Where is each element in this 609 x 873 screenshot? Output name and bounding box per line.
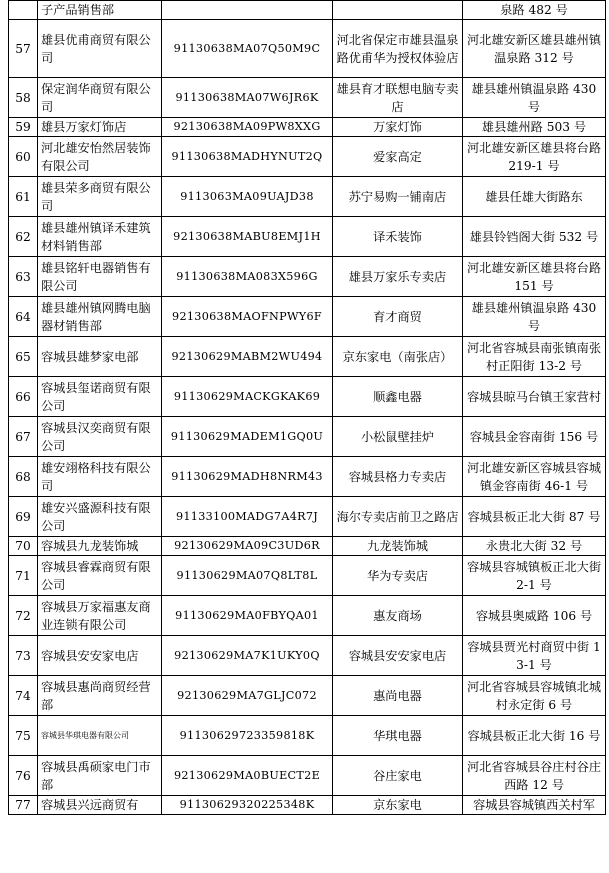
credit-code-cell: 92130629MA09C3UD6R bbox=[162, 537, 333, 556]
table-row bbox=[9, 596, 606, 636]
address-cell: 容城县板正北大街 16 号 bbox=[463, 716, 606, 756]
credit-code-cell: 92130629MA7GLJC072 bbox=[162, 676, 333, 716]
table-row bbox=[9, 337, 606, 377]
credit-code-cell bbox=[162, 1, 333, 20]
credit-code-cell: 91130629MADEM1GQ0U bbox=[162, 417, 333, 457]
row-number-cell: 65 bbox=[9, 337, 38, 377]
merchant-table bbox=[8, 0, 606, 815]
company-name-cell: 容城县惠尚商贸经营部 bbox=[38, 676, 162, 716]
row-number-cell: 66 bbox=[9, 377, 38, 417]
table-row bbox=[9, 137, 606, 177]
row-number-cell: 70 bbox=[9, 537, 38, 556]
company-name-cell: 容城县万家福惠友商业连锁有限公司 bbox=[38, 596, 162, 636]
store-name-cell: 九龙装饰城 bbox=[333, 537, 463, 556]
company-name-cell: 雄安翊格科技有限公司 bbox=[38, 457, 162, 497]
store-name-cell: 爱家高定 bbox=[333, 137, 463, 177]
company-name-cell: 雄县荣多商贸有限公司 bbox=[38, 177, 162, 217]
table-row bbox=[9, 217, 606, 257]
address-cell: 永贵北大街 32 号 bbox=[463, 537, 606, 556]
credit-code-cell: 92130638MABU8EMJ1H bbox=[162, 217, 333, 257]
merchant-table-body bbox=[9, 1, 606, 815]
company-name-cell: 雄县优甫商贸有限公司 bbox=[38, 20, 162, 78]
credit-code-cell: 91130629MA07Q8LT8L bbox=[162, 556, 333, 596]
store-name-cell: 华为专卖店 bbox=[333, 556, 463, 596]
store-name-cell: 译禾装饰 bbox=[333, 217, 463, 257]
address-cell: 河北省容城县谷庄村谷庄西路 12 号 bbox=[463, 756, 606, 796]
address-cell: 河北雄安新区雄县将台路 219-1 号 bbox=[463, 137, 606, 177]
row-number-cell: 77 bbox=[9, 796, 38, 815]
store-name-cell: 万家灯饰 bbox=[333, 118, 463, 137]
credit-code-cell: 91130638MA083X596G bbox=[162, 257, 333, 297]
company-name-cell: 容城县禹硕家电门市部 bbox=[38, 756, 162, 796]
company-name-cell: 容城县华琪电器有限公司 bbox=[38, 716, 162, 756]
store-name-cell bbox=[333, 1, 463, 20]
credit-code-cell: 91130629MA0FBYQA01 bbox=[162, 596, 333, 636]
row-number-cell: 64 bbox=[9, 297, 38, 337]
company-name-cell: 子产品销售部 bbox=[38, 1, 162, 20]
company-name-cell: 雄县雄州镇网腾电脑器材销售部 bbox=[38, 297, 162, 337]
table-row bbox=[9, 417, 606, 457]
table-row bbox=[9, 257, 606, 297]
store-name-cell: 苏宁易购一铺南店 bbox=[333, 177, 463, 217]
credit-code-cell: 92130629MABM2WU494 bbox=[162, 337, 333, 377]
credit-code-cell: 91130629320225348K bbox=[162, 796, 333, 815]
row-number-cell: 59 bbox=[9, 118, 38, 137]
store-name-cell: 京东家电（南张店） bbox=[333, 337, 463, 377]
credit-code-cell: 91130629723359818K bbox=[162, 716, 333, 756]
row-number-cell: 69 bbox=[9, 497, 38, 537]
store-name-cell: 惠尚电器 bbox=[333, 676, 463, 716]
address-cell: 河北雄安新区雄县将台路 151 号 bbox=[463, 257, 606, 297]
store-name-cell: 顺鑫电器 bbox=[333, 377, 463, 417]
address-cell: 容城县晾马台镇王家营村 bbox=[463, 377, 606, 417]
credit-code-cell: 92130629MA7K1UKY0Q bbox=[162, 636, 333, 676]
company-name-cell: 雄县铭轩电器销售有限公司 bbox=[38, 257, 162, 297]
credit-code-cell: 91130638MADHYNUT2Q bbox=[162, 137, 333, 177]
row-number-cell: 61 bbox=[9, 177, 38, 217]
company-name-cell: 容城县雄梦家电部 bbox=[38, 337, 162, 377]
address-cell: 河北雄安新区雄县雄州镇温泉路 312 号 bbox=[463, 20, 606, 78]
table-row bbox=[9, 556, 606, 596]
address-cell: 河北雄安新区容城县容城镇金容南街 46-1 号 bbox=[463, 457, 606, 497]
credit-code-cell: 91130638MA07Q50M9C bbox=[162, 20, 333, 78]
row-number-cell: 62 bbox=[9, 217, 38, 257]
address-cell: 容城县容城镇西关村军 bbox=[463, 796, 606, 815]
row-number-cell: 60 bbox=[9, 137, 38, 177]
row-number-cell: 73 bbox=[9, 636, 38, 676]
store-name-cell: 小松鼠壁挂炉 bbox=[333, 417, 463, 457]
company-name-cell: 雄安兴盛源科技有限公司 bbox=[38, 497, 162, 537]
address-cell: 容城县奥威路 106 号 bbox=[463, 596, 606, 636]
row-number-cell: 68 bbox=[9, 457, 38, 497]
address-cell: 容城县金容南街 156 号 bbox=[463, 417, 606, 457]
address-cell: 泉路 482 号 bbox=[463, 1, 606, 20]
table-row bbox=[9, 1, 606, 20]
credit-code-cell: 9113063MA09UAJD38 bbox=[162, 177, 333, 217]
company-name-cell: 河北雄安怡然居装饰有限公司 bbox=[38, 137, 162, 177]
row-number-cell: 72 bbox=[9, 596, 38, 636]
company-name-cell: 容城县汉奕商贸有限公司 bbox=[38, 417, 162, 457]
address-cell: 河北省容城县容城镇北城村永定街 6 号 bbox=[463, 676, 606, 716]
table-row bbox=[9, 756, 606, 796]
store-name-cell: 华琪电器 bbox=[333, 716, 463, 756]
store-name-cell: 惠友商场 bbox=[333, 596, 463, 636]
credit-code-cell: 91130638MA07W6JR6K bbox=[162, 78, 333, 118]
store-name-cell: 容城县格力专卖店 bbox=[333, 457, 463, 497]
address-cell: 容城县板正北大街 87 号 bbox=[463, 497, 606, 537]
row-number-cell: 75 bbox=[9, 716, 38, 756]
address-cell: 雄县铃铛阁大街 532 号 bbox=[463, 217, 606, 257]
company-name-cell: 保定润华商贸有限公司 bbox=[38, 78, 162, 118]
company-name-cell: 容城县安安家电店 bbox=[38, 636, 162, 676]
company-name-cell: 容城县玺诺商贸有限公司 bbox=[38, 377, 162, 417]
store-name-cell: 河北省保定市雄县温泉路优甫华为授权体验店 bbox=[333, 20, 463, 78]
row-number-cell: 58 bbox=[9, 78, 38, 118]
address-cell: 容城县贾光村商贸中街 13-1 号 bbox=[463, 636, 606, 676]
credit-code-cell: 92130638MAOFNPWY6F bbox=[162, 297, 333, 337]
row-number-cell: 76 bbox=[9, 756, 38, 796]
row-number-cell bbox=[9, 1, 38, 20]
address-cell: 雄县任雄大街路东 bbox=[463, 177, 606, 217]
credit-code-cell: 92130638MA09PW8XXG bbox=[162, 118, 333, 137]
table-row bbox=[9, 497, 606, 537]
table-row bbox=[9, 636, 606, 676]
row-number-cell: 57 bbox=[9, 20, 38, 78]
table-row bbox=[9, 796, 606, 815]
credit-code-cell: 91130629MADH8NRM43 bbox=[162, 457, 333, 497]
table-row bbox=[9, 537, 606, 556]
address-cell: 雄县雄州镇温泉路 430 号 bbox=[463, 297, 606, 337]
credit-code-cell: 91133100MADG7A4R7J bbox=[162, 497, 333, 537]
address-cell: 河北省容城县南张镇南张村正阳街 13-2 号 bbox=[463, 337, 606, 377]
table-row bbox=[9, 676, 606, 716]
company-name-cell: 雄县万家灯饰店 bbox=[38, 118, 162, 137]
row-number-cell: 63 bbox=[9, 257, 38, 297]
address-cell: 雄县雄州路 503 号 bbox=[463, 118, 606, 137]
store-name-cell: 雄县万家乐专卖店 bbox=[333, 257, 463, 297]
company-name-cell: 雄县雄州镇译禾建筑材料销售部 bbox=[38, 217, 162, 257]
address-cell: 雄县雄州镇温泉路 430 号 bbox=[463, 78, 606, 118]
table-row bbox=[9, 78, 606, 118]
company-name-cell: 容城县九龙装饰城 bbox=[38, 537, 162, 556]
table-row bbox=[9, 716, 606, 756]
credit-code-cell: 92130629MA0BUECT2E bbox=[162, 756, 333, 796]
row-number-cell: 67 bbox=[9, 417, 38, 457]
store-name-cell: 谷庄家电 bbox=[333, 756, 463, 796]
row-number-cell: 74 bbox=[9, 676, 38, 716]
row-number-cell: 71 bbox=[9, 556, 38, 596]
address-cell: 容城县容城镇板正北大街 2-1 号 bbox=[463, 556, 606, 596]
company-name-cell: 容城县兴远商贸有 bbox=[38, 796, 162, 815]
store-name-cell: 雄县育才联想电脑专卖店 bbox=[333, 78, 463, 118]
store-name-cell: 海尔专卖店前卫之路店 bbox=[333, 497, 463, 537]
table-row bbox=[9, 377, 606, 417]
store-name-cell: 容城县安安家电店 bbox=[333, 636, 463, 676]
table-row bbox=[9, 118, 606, 137]
table-row bbox=[9, 20, 606, 78]
table-row bbox=[9, 177, 606, 217]
table-row bbox=[9, 457, 606, 497]
store-name-cell: 育才商贸 bbox=[333, 297, 463, 337]
table-row bbox=[9, 297, 606, 337]
company-name-cell: 容城县睿霖商贸有限公司 bbox=[38, 556, 162, 596]
store-name-cell: 京东家电 bbox=[333, 796, 463, 815]
credit-code-cell: 91130629MACKGKAK69 bbox=[162, 377, 333, 417]
